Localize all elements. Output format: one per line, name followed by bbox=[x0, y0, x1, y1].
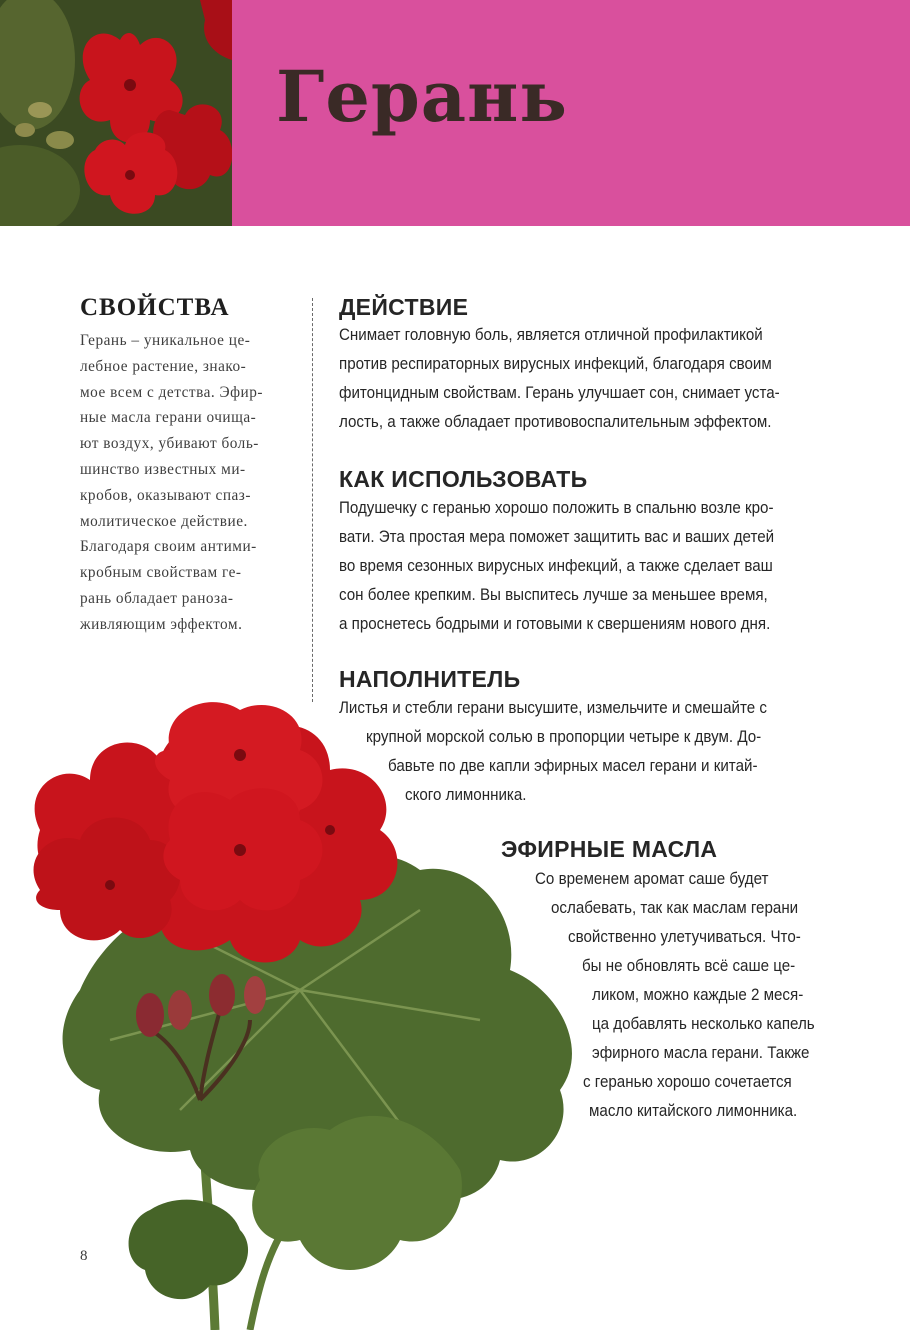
properties-line: Благодаря своим антими- bbox=[80, 538, 257, 556]
filler-line: ского лимонника. bbox=[405, 786, 527, 804]
column-divider bbox=[312, 298, 313, 702]
properties-line: рань обладает раноза- bbox=[80, 589, 234, 607]
action-line: Снимает головную боль, является отличной профилактикой bbox=[339, 326, 763, 344]
action-line: лость, а также обладает противовоспалительным эффектом. bbox=[339, 413, 772, 431]
oils-line: с геранью хорошо сочетается bbox=[583, 1073, 792, 1091]
properties-heading: СВОЙСТВА bbox=[80, 294, 230, 321]
usage-line: вати. Эта простая мера поможет защитить вас и ваших детей bbox=[339, 528, 775, 546]
oils-line: ца добавлять несколько капель bbox=[592, 1015, 815, 1033]
usage-line: сон более крепким. Вы выспитесь лучше за меньшее время, bbox=[339, 586, 768, 604]
usage-heading: КАК ИСПОЛЬЗОВАТЬ bbox=[339, 466, 588, 492]
usage-line: во время сезонных вирусных инфекций, а также сделает ваш bbox=[339, 557, 773, 575]
properties-line: ные масла герани очища- bbox=[80, 409, 257, 427]
header-geranium-illustration bbox=[0, 0, 232, 226]
oils-line: свойственно улетучиваться. Что- bbox=[568, 928, 801, 946]
properties-line: живляющим эффектом. bbox=[80, 615, 243, 633]
filler-line: крупной морской солью в пропорции четыре к двум. До- bbox=[366, 728, 762, 746]
oils-line: масло китайского лимонника. bbox=[589, 1102, 798, 1120]
usage-line: а проснетесь бодрыми и готовыми к свершениям нового дня. bbox=[339, 615, 771, 633]
action-line: фитонцидным свойствам. Герань улучшает сон, снимает уста- bbox=[339, 384, 780, 402]
properties-line: кробным свойствам ге- bbox=[80, 564, 242, 582]
properties-line: мое всем с детства. Эфир- bbox=[80, 383, 263, 401]
properties-line: Герань – уникальное це- bbox=[80, 332, 251, 349]
filler-line: бавьте по две капли эфирных масел герани и китай- bbox=[388, 757, 758, 775]
filler-heading: НАПОЛНИТЕЛЬ bbox=[339, 666, 521, 692]
filler-line: Листья и стебли герани высушите, измельчите и смешайте с bbox=[339, 699, 767, 717]
properties-line: ют воздух, убивают боль- bbox=[80, 435, 259, 453]
oils-line: ослабевать, так как маслам герани bbox=[551, 899, 799, 917]
oils-line: бы не обновлять всё саше це- bbox=[582, 957, 796, 975]
header-band bbox=[232, 0, 910, 226]
oils-line: эфирного масла герани. Также bbox=[592, 1044, 810, 1062]
properties-line: молитическое действие. bbox=[80, 512, 248, 530]
properties-text bbox=[80, 328, 290, 638]
properties-line: лебное растение, знако- bbox=[80, 357, 247, 375]
oils-heading: ЭФИРНЫЕ МАСЛА bbox=[501, 836, 718, 862]
properties-line: кробов, оказывают спаз- bbox=[80, 486, 251, 504]
oils-line: ликом, можно каждые 2 меся- bbox=[592, 986, 804, 1004]
properties-sidebar bbox=[80, 294, 290, 638]
page-number: 8 bbox=[80, 1248, 88, 1264]
action-line: против респираторных вирусных инфекций, благодаря своим bbox=[339, 355, 772, 373]
oils-line: Со временем аромат саше будет bbox=[535, 870, 769, 888]
header-geranium-photo bbox=[0, 0, 232, 226]
page-title: Герань bbox=[276, 55, 568, 138]
usage-line: Подушечку с геранью хорошо положить в спальню возле кро- bbox=[339, 499, 774, 517]
properties-line: шинство известных ми- bbox=[80, 460, 246, 478]
action-heading: ДЕЙСТВИЕ bbox=[339, 294, 469, 320]
